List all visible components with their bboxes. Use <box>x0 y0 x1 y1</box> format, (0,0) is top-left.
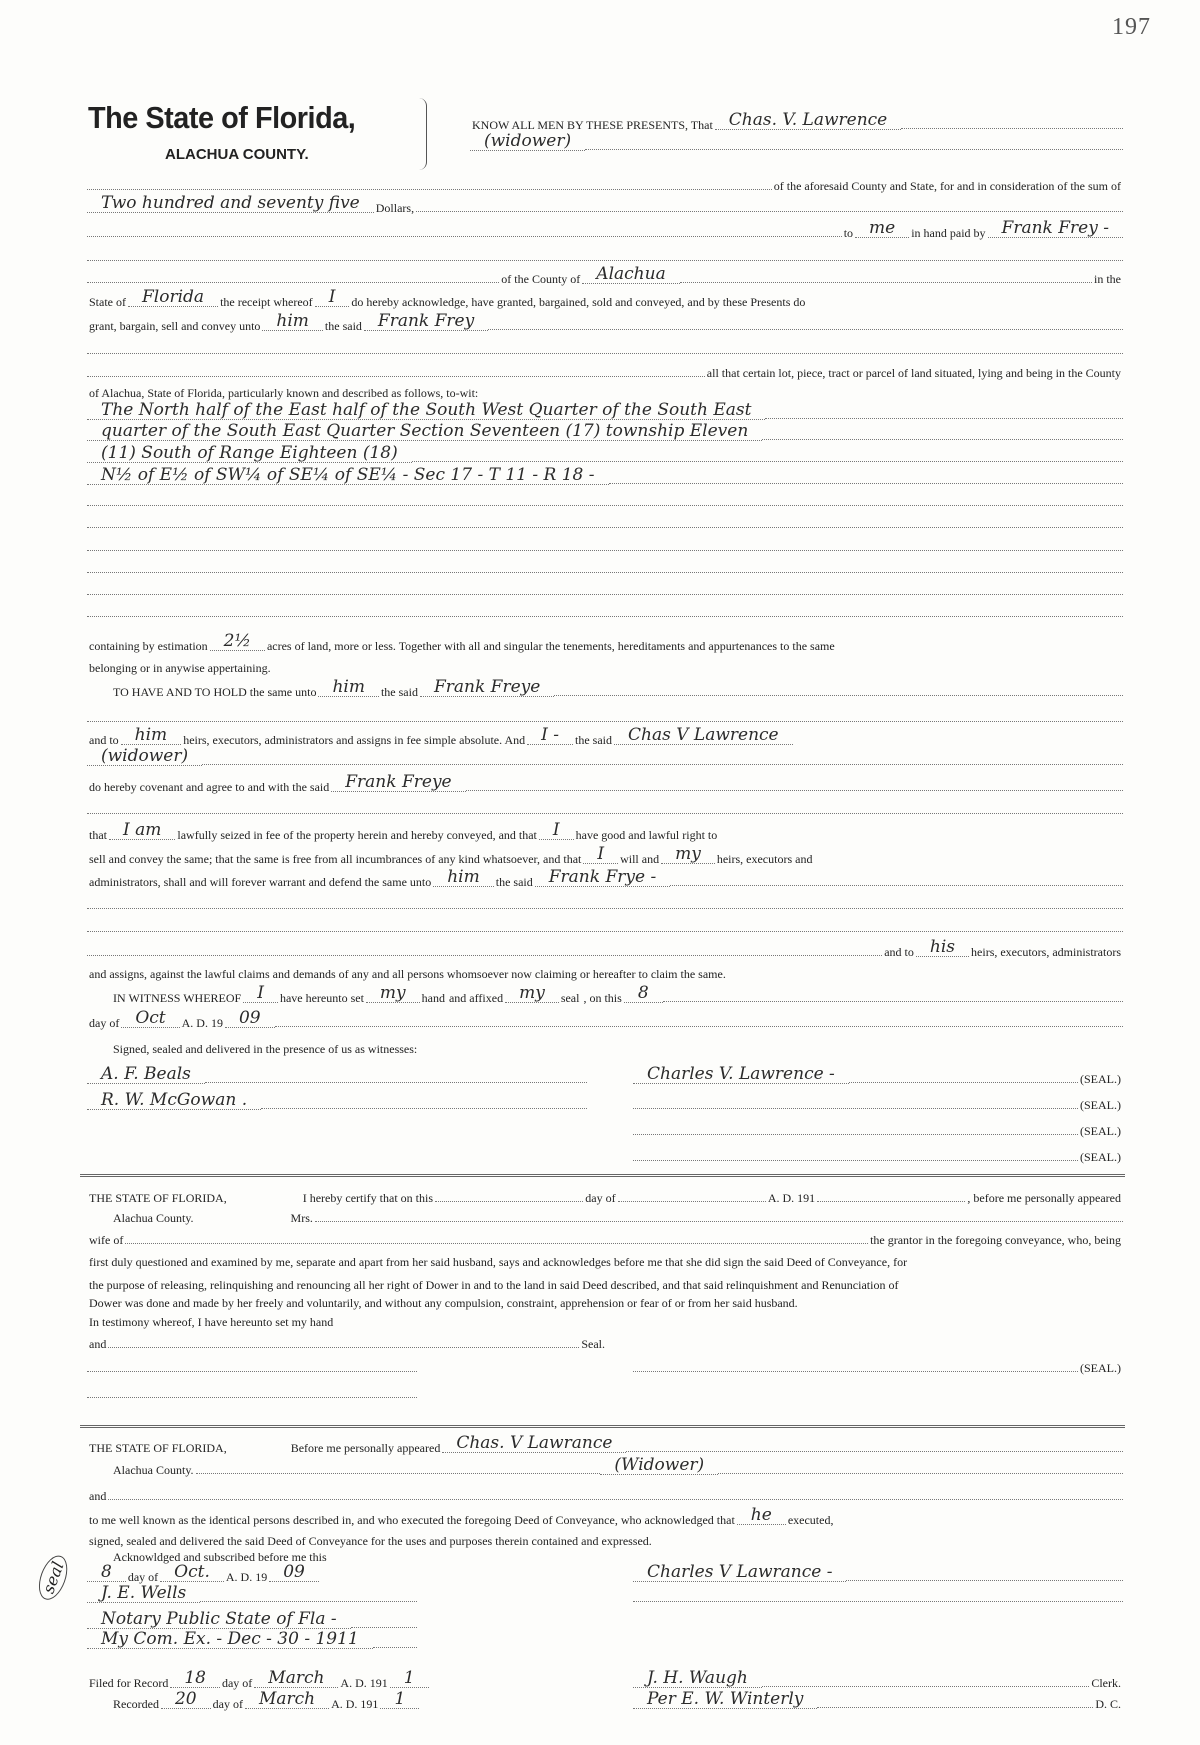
handwritten-entry: Chas. V. Lawrence <box>715 111 901 130</box>
document-line <box>87 337 1123 357</box>
right-column <box>633 1691 1123 1711</box>
document-line <box>87 1290 1123 1310</box>
printed-text: Recorded <box>89 1697 159 1712</box>
left-column <box>87 1092 587 1112</box>
printed-text: the said <box>324 319 362 334</box>
printed-text: I hereby certify that on this <box>230 1190 434 1205</box>
document-line <box>470 130 1123 153</box>
document-line <box>470 109 1123 132</box>
document-line <box>87 936 1123 959</box>
right-column <box>633 1144 1123 1164</box>
printed-text: (SEAL.) <box>1080 1149 1121 1164</box>
handwritten-entry: Frank Frey - <box>988 219 1123 238</box>
handwritten-entry: R. W. McGowan . <box>87 1091 261 1110</box>
printed-text: Clerk. <box>1091 1675 1121 1690</box>
document-line <box>87 402 1123 422</box>
printed-text: of the County of <box>501 272 581 287</box>
blank-fill-line <box>633 1597 1123 1602</box>
printed-text: and affixed <box>448 991 504 1006</box>
document-line <box>87 442 1123 465</box>
printed-text: and to <box>884 944 914 959</box>
handwritten-entry: my <box>366 984 420 1003</box>
handwritten-entry: 8 <box>624 984 663 1003</box>
printed-text: will and <box>620 852 660 867</box>
printed-text: sell and convey the same; that the same is free from all incumbrances of any kind whatsoever, and that <box>89 852 582 867</box>
blank-fill-line <box>202 760 1123 765</box>
handwritten-entry: I am <box>109 821 175 840</box>
blank-fill-line <box>108 1343 579 1348</box>
blank-fill-line <box>87 717 1123 722</box>
printed-text: the said <box>495 874 533 889</box>
document-line <box>87 846 1123 866</box>
blank-fill-line <box>670 881 1123 886</box>
printed-text: Dower was done and made by her freely and voluntarily, and without any compulsion, constraint, apprehension or fear of or from her said husband. <box>89 1296 798 1311</box>
printed-text: Dollars, <box>375 201 415 216</box>
handwritten-entry: Frank Freye <box>420 678 554 697</box>
blank-fill-line <box>315 1217 1123 1222</box>
printed-text: have hereunto set <box>279 991 364 1006</box>
printed-text: (SEAL.) <box>1080 1123 1121 1138</box>
printed-text: State of <box>89 294 126 309</box>
printed-text: Alachua County. <box>89 1463 194 1478</box>
printed-text: THE STATE OF FLORIDA, <box>89 1190 227 1205</box>
printed-text: IN WITNESS WHEREOF <box>89 991 242 1006</box>
brace <box>418 98 427 170</box>
blank-fill-line <box>87 523 1123 528</box>
document-line <box>87 655 1123 675</box>
document-line <box>87 774 1123 794</box>
printed-text: , before me personally appeared <box>967 1190 1121 1205</box>
blank-fill-line <box>87 278 499 283</box>
blank-fill-line <box>196 1469 601 1474</box>
document-line <box>87 1272 1123 1292</box>
printed-text: the grantor in the foregoing conveyance, who, being <box>870 1232 1121 1247</box>
printed-text: Seal. <box>581 1336 605 1351</box>
left-column <box>87 1063 587 1086</box>
printed-text: hand <box>421 991 445 1006</box>
document-line <box>87 1507 1123 1527</box>
document-line <box>87 217 1123 240</box>
document-line <box>87 819 1123 842</box>
seal-mark: seal <box>34 1551 73 1603</box>
right-column <box>633 1331 1123 1351</box>
handwritten-entry: A. F. Beals <box>87 1065 205 1084</box>
handwritten-entry: me <box>855 219 909 238</box>
handwritten-entry: 09 <box>225 1009 275 1028</box>
document-line <box>87 556 1123 576</box>
printed-text: A. D. 19 <box>181 1015 223 1030</box>
blank-fill-line <box>585 145 1123 150</box>
handwritten-entry: Charles V. Lawrence - <box>633 1065 849 1084</box>
document-line <box>87 705 1123 725</box>
left-column <box>87 1585 417 1605</box>
handwritten-entry: The North half of the East half of the South West Quarter of the South East <box>87 401 765 420</box>
handwritten-entry: My Com. Ex. - Dec - 30 - 1911 <box>87 1630 373 1649</box>
handwritten-entry: 8 <box>87 1563 126 1582</box>
blank-fill-line <box>87 1367 417 1372</box>
blank-fill-line <box>351 1623 417 1628</box>
document-line <box>87 1227 1123 1247</box>
blank-fill-line <box>87 372 705 377</box>
document-line <box>87 1205 1123 1225</box>
printed-text: first duly questioned and examined by me, separate and apart from her said husband, says and acknowledges before me that she did sign the said Deed of Conveyance, for <box>89 1255 908 1270</box>
handwritten-entry: 20 <box>161 1690 211 1709</box>
document-line <box>87 600 1123 620</box>
printed-text: and assigns, against the lawful claims and demands of any and all persons whomsoever now claiming or hereafter to claim the same. <box>89 966 726 981</box>
handwritten-entry: J. E. Wells <box>87 1584 200 1603</box>
handwritten-entry: him <box>262 312 323 331</box>
document-line <box>87 534 1123 554</box>
handwritten-entry: he <box>737 1506 786 1525</box>
blank-fill-line <box>87 927 1123 932</box>
handwritten-entry: Two hundred and seventy five <box>87 194 374 213</box>
document-line <box>87 961 1123 981</box>
handwritten-entry: (widower) <box>87 747 202 766</box>
printed-text: A. D. 191 <box>331 1697 379 1712</box>
blank-fill-line <box>416 207 1123 212</box>
blank-fill-line <box>205 1078 587 1083</box>
document-line <box>87 244 1123 264</box>
printed-text: wife of <box>89 1232 124 1247</box>
printed-text: THE STATE OF FLORIDA, <box>89 1441 227 1456</box>
handwritten-entry: Oct <box>121 1009 179 1028</box>
printed-text: TO HAVE AND TO HOLD the same unto <box>89 685 317 700</box>
blank-fill-line <box>817 1197 965 1202</box>
handwritten-entry: (Widower) <box>600 1456 718 1475</box>
left-column <box>87 1631 417 1651</box>
document-line <box>87 1631 1123 1651</box>
left-column <box>87 1381 417 1401</box>
printed-text: seal <box>560 991 580 1006</box>
blank-fill-line <box>762 1682 1089 1687</box>
printed-text: and <box>89 1488 107 1503</box>
document-line <box>87 1381 1123 1401</box>
document-line <box>87 464 1123 487</box>
handwritten-entry: Alachua <box>582 265 679 284</box>
handwritten-entry: I <box>539 821 574 840</box>
blank-fill-line <box>901 124 1123 129</box>
document-line <box>87 195 1123 215</box>
document-line <box>87 360 1123 380</box>
left-column <box>87 1355 417 1375</box>
blank-fill-line <box>680 278 1092 283</box>
document-line <box>87 511 1123 531</box>
left-column <box>87 1691 607 1711</box>
document-line <box>87 1144 1123 1164</box>
right-column <box>633 1631 1123 1651</box>
section-divider <box>80 1425 1125 1428</box>
blank-fill-line <box>609 479 1123 484</box>
document-line <box>87 1691 1123 1711</box>
printed-text: and to <box>89 733 119 748</box>
printed-text: A. D. 191 <box>340 1675 388 1690</box>
document-line <box>87 985 1123 1005</box>
county-heading: ALACHUA COUNTY. <box>165 146 309 163</box>
document-line <box>87 1355 1123 1375</box>
document-line <box>87 727 1123 747</box>
blank-fill-line <box>412 457 1123 462</box>
blank-fill-line <box>488 325 1123 330</box>
blank-fill-line <box>87 951 882 956</box>
blank-fill-line <box>762 435 1123 440</box>
blank-fill-line <box>633 1104 1078 1109</box>
printed-text: day of <box>89 1015 120 1030</box>
printed-text: in the <box>1094 272 1121 287</box>
document-line <box>87 1036 1123 1056</box>
blank-fill-line <box>87 809 1123 814</box>
document-line <box>87 915 1123 935</box>
blank-fill-line <box>200 1597 417 1602</box>
blank-fill-line <box>87 590 1123 595</box>
printed-text: to me well known as the identical persons described in, and who executed the foregoing Deed of Conveyance, who acknowledged that <box>89 1513 735 1528</box>
document-line <box>87 423 1123 443</box>
printed-text: the purpose of releasing, relinquishing and renouncing all her right of Dower in and to the land in said Deed described, and that said relinquishment and Renunciation of <box>89 1277 899 1292</box>
document-line <box>87 1457 1123 1477</box>
document-line <box>87 1331 1123 1351</box>
blank-fill-line <box>87 232 842 237</box>
printed-text: do hereby covenant and agree to and with the said <box>89 780 330 794</box>
document-line <box>87 1007 1123 1030</box>
handwritten-entry: March <box>245 1690 329 1709</box>
printed-text: heirs, executors, administrators <box>971 944 1121 959</box>
blank-fill-line <box>87 185 772 190</box>
document-line <box>87 797 1123 817</box>
page-number: 197 <box>1112 14 1151 40</box>
printed-text: Mrs. <box>197 1210 313 1225</box>
document-line <box>87 173 1123 193</box>
handwritten-entry: Oct. <box>160 1563 224 1582</box>
printed-text: and <box>89 1336 107 1351</box>
handwritten-entry: I <box>315 288 350 307</box>
printed-text: , on this <box>583 991 622 1006</box>
printed-text: Signed, sealed and delivered in the presence of us as witnesses: <box>89 1041 418 1056</box>
right-column <box>633 1355 1123 1375</box>
document-line <box>87 1185 1123 1205</box>
handwritten-entry: Chas. V Lawrance <box>442 1434 626 1453</box>
printed-text: lawfully seized in fee of the property herein and hereby conveyed, and that <box>177 827 537 842</box>
printed-text: executed, <box>787 1513 834 1528</box>
blank-fill-line <box>87 568 1123 573</box>
document-line <box>87 1483 1123 1503</box>
document-line <box>87 1118 1123 1138</box>
printed-text: (SEAL.) <box>1080 1360 1121 1375</box>
blank-fill-line <box>87 546 1123 551</box>
left-column <box>87 1608 417 1631</box>
blank-fill-line <box>87 1393 417 1398</box>
section-divider <box>80 1174 1125 1177</box>
handwritten-entry: I <box>243 984 278 1003</box>
document-line <box>87 1564 1123 1584</box>
handwritten-entry: 09 <box>269 1563 319 1582</box>
printed-text: all that certain lot, piece, tract or parcel of land situated, lying and being in the County <box>706 365 1121 380</box>
printed-text: Before me personally appeared <box>230 1441 441 1456</box>
left-column <box>87 1331 607 1351</box>
document-line <box>87 892 1123 912</box>
left-column <box>87 1564 417 1584</box>
blank-fill-line <box>846 1576 1123 1581</box>
printed-text: that <box>89 827 107 842</box>
document-line <box>87 380 1123 400</box>
handwritten-entry: his <box>916 938 969 957</box>
handwritten-entry: 2½ <box>210 632 265 651</box>
blank-fill-line <box>87 904 1123 909</box>
left-column <box>87 1118 587 1138</box>
printed-text: to <box>843 225 854 240</box>
printed-text: day of <box>585 1190 616 1205</box>
right-column <box>633 1564 1123 1584</box>
document-line <box>87 286 1123 309</box>
left-column <box>87 1667 417 1690</box>
handwritten-entry: my <box>661 845 715 864</box>
handwritten-entry: quarter of the South East Quarter Section Seventeen (17) township Eleven <box>87 422 762 441</box>
right-column <box>633 1118 1123 1138</box>
printed-text: D. C. <box>1095 1697 1121 1712</box>
document-title: The State of Florida, <box>88 100 356 135</box>
printed-text: Alachua County. <box>89 1210 194 1225</box>
handwritten-entry: him <box>433 868 494 887</box>
printed-text: heirs, executors and <box>716 852 813 867</box>
right-column <box>633 1063 1123 1086</box>
document-line <box>87 1544 1123 1564</box>
printed-text: containing by estimation <box>89 638 208 653</box>
blank-fill-line <box>261 1104 587 1109</box>
handwritten-entry: my <box>505 984 559 1003</box>
right-column <box>633 1611 1123 1631</box>
document-line <box>87 748 1123 768</box>
handwritten-entry: 18 <box>170 1669 220 1688</box>
printed-text: belonging or in anywise appertaining. <box>89 660 271 675</box>
handwritten-entry: Notary Public State of Fla - <box>87 1610 351 1629</box>
printed-text: A. D. 19 <box>225 1570 268 1585</box>
printed-text: A. D. 191 <box>767 1190 816 1205</box>
document-line <box>87 1309 1123 1329</box>
blank-fill-line <box>633 1367 1078 1372</box>
blank-fill-line <box>765 414 1123 419</box>
blank-fill-line <box>466 786 1123 791</box>
handwritten-entry: I <box>583 845 618 864</box>
printed-text: day of <box>221 1675 253 1690</box>
printed-text: do hereby acknowledge, have granted, bargained, sold and conveyed, and by these Presents do <box>351 294 806 309</box>
left-column <box>87 1144 587 1164</box>
printed-text: of the aforesaid County and State, for and in consideration of the sum of <box>773 178 1121 193</box>
handwritten-entry: Frank Frye - <box>535 868 670 887</box>
printed-text: of Alachua, State of Florida, particularly known and described as follows, to-wit: <box>89 386 479 400</box>
blank-fill-line <box>554 691 1123 696</box>
document-line <box>87 489 1123 509</box>
document-line <box>87 1435 1123 1455</box>
document-line <box>87 1585 1123 1605</box>
blank-fill-line <box>108 1495 1123 1500</box>
document-line <box>87 1608 1123 1631</box>
blank-fill-line <box>817 1703 1093 1708</box>
blank-fill-line <box>373 1643 417 1648</box>
printed-text: Acknowldged and subscribed before me this <box>89 1550 327 1565</box>
handwritten-entry: him <box>121 726 182 745</box>
handwritten-entry: 1 <box>390 1669 429 1688</box>
printed-text: KNOW ALL MEN BY THESE PRESENTS, That <box>472 117 713 132</box>
blank-fill-line <box>435 1197 583 1202</box>
handwritten-entry: Per E. W. Winterly <box>633 1690 817 1709</box>
handwritten-entry: 1 <box>380 1690 419 1709</box>
handwritten-entry: Frank Frey <box>364 312 488 331</box>
printed-text: signed, sealed and delivered the said Deed of Conveyance for the uses and purposes therein contained and expressed. <box>89 1533 652 1548</box>
printed-text: in hand paid by <box>911 225 986 240</box>
blank-fill-line <box>849 1078 1078 1083</box>
printed-text: the said <box>380 685 418 700</box>
handwritten-entry: Charles V Lawrance - <box>633 1563 846 1582</box>
handwritten-entry: Florida <box>128 288 218 307</box>
blank-fill-line <box>275 1022 1123 1027</box>
blank-fill-line <box>87 612 1123 617</box>
printed-text: day of <box>212 1697 243 1712</box>
blank-fill-line <box>125 1239 868 1244</box>
document-line <box>87 679 1123 699</box>
document-line <box>87 266 1123 286</box>
right-column <box>633 1092 1123 1112</box>
blank-fill-line <box>626 1447 1123 1452</box>
document-line <box>87 578 1123 598</box>
printed-text: (SEAL.) <box>1080 1098 1121 1113</box>
document-line <box>87 866 1123 889</box>
handwritten-entry: I - <box>527 726 573 745</box>
blank-fill-line <box>87 501 1123 506</box>
blank-fill-line <box>633 1130 1078 1135</box>
handwritten-entry: N½ of E½ of SW¼ of SE¼ of SE¼ - Sec 17 - T 11 - R 18 - <box>87 466 609 485</box>
document-line <box>87 1092 1123 1112</box>
right-column <box>633 1585 1123 1605</box>
printed-text: In testimony whereof, I have hereunto set my hand <box>89 1315 334 1330</box>
printed-text: Filed for Record <box>89 1675 169 1690</box>
printed-text: (SEAL.) <box>1080 1071 1121 1086</box>
printed-text: have good and lawful right to <box>575 827 718 842</box>
handwritten-entry: March <box>254 1669 338 1688</box>
blank-fill-line <box>87 256 1123 261</box>
printed-text: the said <box>575 733 612 748</box>
printed-text: acres of land, more or less. Together with all and singular the tenements, hereditaments and appurtenances to the same <box>266 638 835 653</box>
handwritten-entry: Frank Freye <box>331 773 465 792</box>
handwritten-entry: (widower) <box>470 132 585 151</box>
handwritten-entry: Chas V Lawrence <box>614 726 793 745</box>
document-line <box>87 1063 1123 1086</box>
right-column <box>633 1381 1123 1401</box>
blank-fill-line <box>633 1156 1078 1161</box>
blank-fill-line <box>87 349 1123 354</box>
printed-text: grant, bargain, sell and convey unto <box>89 319 261 334</box>
handwritten-entry: (11) South of Range Eighteen (18) <box>87 444 412 463</box>
printed-text: day of <box>127 1570 159 1585</box>
right-column <box>633 1667 1123 1690</box>
handwritten-entry: J. H. Waugh <box>633 1669 762 1688</box>
blank-fill-line <box>663 997 1123 1002</box>
printed-text: administrators, shall and will forever warrant and defend the same unto <box>89 874 432 889</box>
handwritten-entry: him <box>318 678 379 697</box>
document-line <box>87 1249 1123 1269</box>
document-line <box>87 630 1123 653</box>
blank-fill-line <box>718 1469 1123 1474</box>
blank-fill-line <box>618 1197 766 1202</box>
printed-text: heirs, executors, administrators and assigns in fee simple absolute. And <box>183 733 526 748</box>
document-line <box>87 1667 1123 1690</box>
document-line <box>87 313 1123 333</box>
printed-text: the receipt whereof <box>220 294 313 309</box>
